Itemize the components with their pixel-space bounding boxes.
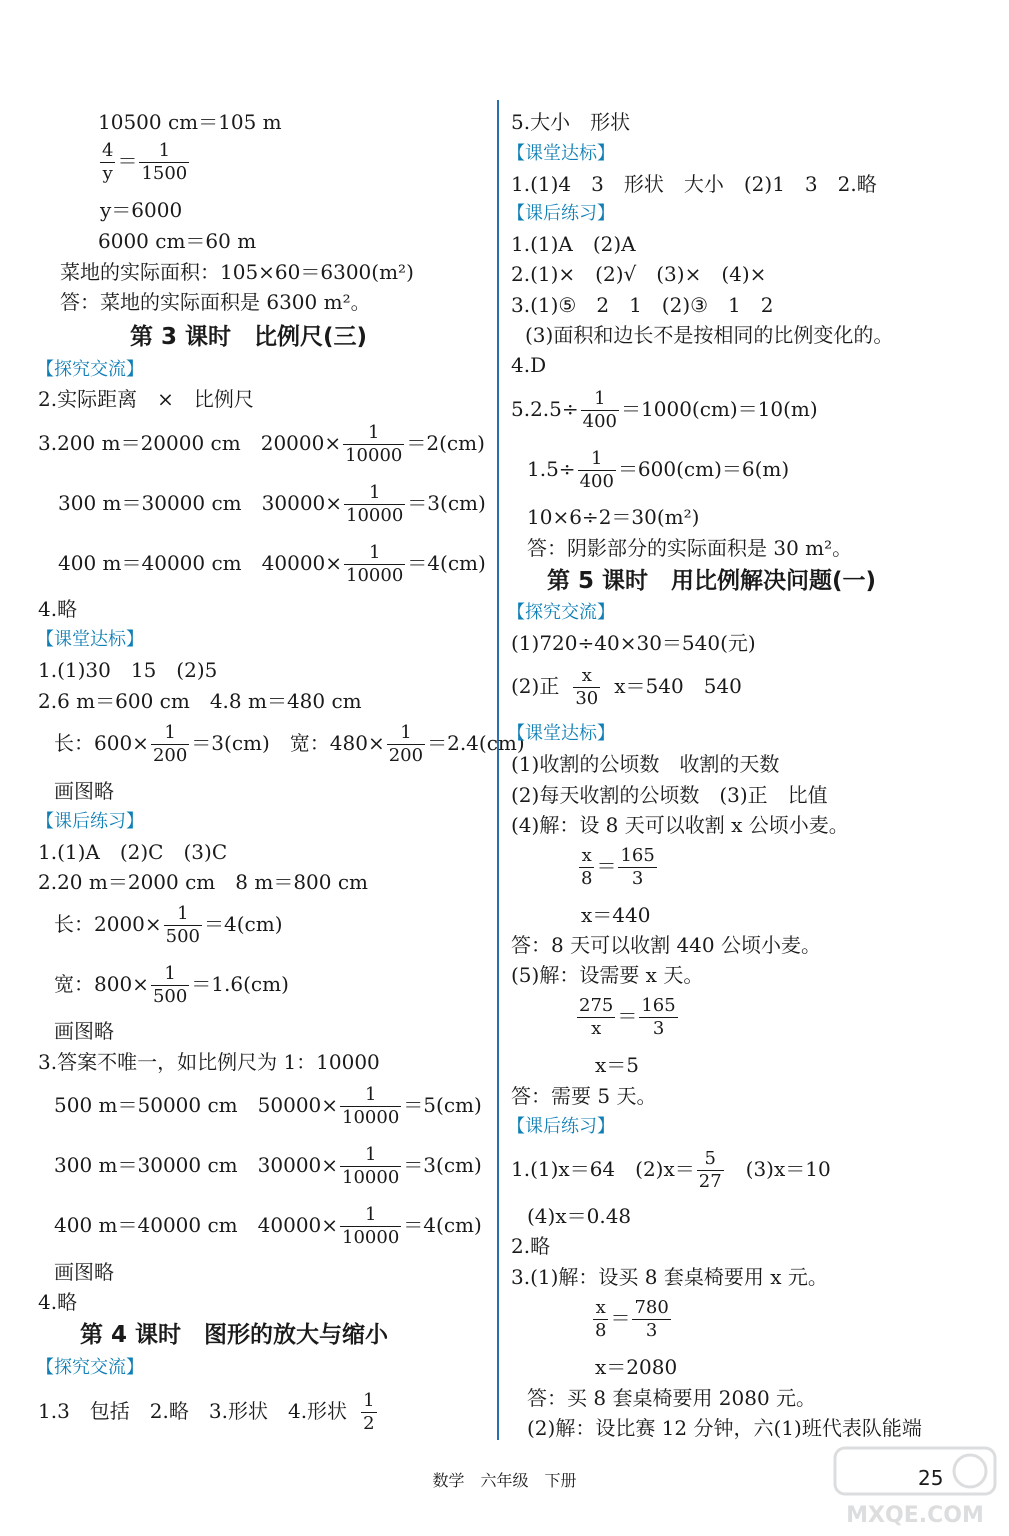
text-line: 4.略 [38,597,78,621]
text-line: 5.大小 形状 [511,110,631,134]
fraction: $\frac{1}{10000}$ [342,1084,400,1128]
section-tag: 【课后练习】 [507,203,615,224]
text-line: (3)面积和边长不是按相同的比例变化的。 [525,323,894,347]
fraction: $\frac{1}{2}$ [363,1390,375,1434]
equation-line: $\frac{275}{x}$ ＝ $\frac{165}{3}$ [579,995,676,1039]
text-line: 2.20 m＝2000 cm 8 m＝800 cm [38,870,369,894]
fraction: $\frac{1}{200}$ [152,722,188,766]
text-line: 答：阴影部分的实际面积是 30 m²。 [527,536,853,560]
section-heading: 第 5 课时 用比例解决问题(一) [547,568,877,594]
equation-line: $\frac{x}{8}$ ＝ $\frac{165}{3}$ [581,845,655,889]
footer-text: 数学 六年级 下册 [432,1471,577,1490]
equation-line: 400 m＝40000 cm 40000× $\frac{1}{10000}$ ＝4(cm) [54,1204,482,1248]
section-tag: 【课后练习】 [507,1116,615,1137]
text-line: (1)720÷40×30＝540(元) [511,631,756,655]
fraction: $\frac{780}{3}$ [634,1297,669,1341]
text-line: x＝440 [581,903,651,927]
text-line: 答：菜地的实际面积是 6300 m²。 [60,290,371,314]
fraction: $\frac{4}{y}$ [102,140,114,184]
text-line: 10×6÷2＝30(m²) [527,505,700,529]
section-heading: 第 3 课时 比例尺(三) [130,324,368,350]
fraction: $\frac{1}{10000}$ [342,1144,400,1188]
page-number: 25 [918,1466,944,1490]
fraction: $\frac{165}{3}$ [641,995,676,1039]
text-line: 2.略 [511,1234,551,1258]
text-line: 10500 cm＝105 m [98,110,282,134]
fraction: $\frac{1}{1500}$ [141,140,188,184]
text-line: 画图略 [54,779,114,803]
equation-line: 400 m＝40000 cm 40000× $\frac{1}{10000}$ ＝4(cm) [58,542,486,586]
equation-line: $\frac{4}{y}$ ＝ $\frac{1}{1500}$ [102,140,188,184]
text-line: x＝2080 [595,1355,678,1379]
equation-line: 长：600× $\frac{1}{200}$ ＝3(cm) 宽：480× $\frac{1}{200}$ ＝2.4(cm) [54,722,525,766]
text-line: (4)解：设 8 天可以收割 x 公顷小麦。 [511,813,849,837]
text-line: 画图略 [54,1019,114,1043]
fraction: $\frac{165}{3}$ [620,845,655,889]
fraction: $\frac{1}{200}$ [388,722,424,766]
equation-line: 300 m＝30000 cm 30000× $\frac{1}{10000}$ ＝3(cm) [54,1144,482,1188]
section-tag: 【课后练习】 [36,811,144,832]
fraction: $\frac{1}{400}$ [579,448,614,492]
fraction: $\frac{x}{30}$ [575,665,599,709]
equation-line: $\frac{x}{8}$ ＝ $\frac{780}{3}$ [595,1297,669,1341]
section-tag: 【课堂达标】 [36,629,144,650]
fraction: $\frac{1}{500}$ [165,903,201,947]
section-tag: 【探究交流】 [36,1357,144,1378]
text-line: (4)x＝0.48 [527,1204,632,1228]
section-tag: 【探究交流】 [36,359,144,380]
text-line: 6000 cm＝60 m [98,229,257,253]
fraction: $\frac{1}{500}$ [152,963,188,1007]
fraction: $\frac{1}{400}$ [582,388,618,432]
fraction: $\frac{1}{10000}$ [342,1204,400,1248]
right-column [505,0,1009,1536]
text-line: (2)每天收割的公顷数 (3)正 比值 [511,783,828,807]
equation-line: (2)正 $\frac{x}{30}$ x＝540 540 [511,665,742,709]
section-tag: 【课堂达标】 [507,723,615,744]
fraction: $\frac{275}{x}$ [579,995,614,1039]
text-line: (2)解：设比赛 12 分钟，六(1)班代表队能端 [527,1416,922,1440]
equation-line: 宽：800× $\frac{1}{500}$ ＝1.6(cm) [54,963,289,1007]
fraction: $\frac{5}{27}$ [698,1148,722,1192]
text-line: 1.(1)30 15 (2)5 [38,658,218,682]
text-line: 答：8 天可以收割 440 公顷小麦。 [511,933,821,957]
watermark-logo [830,1440,1000,1530]
fraction: $\frac{1}{10000}$ [345,422,403,466]
fraction: $\frac{1}{10000}$ [346,542,404,586]
watermark-text: MXQE.COM [846,1503,984,1528]
fraction: $\frac{1}{10000}$ [346,482,404,526]
section-tag: 【课堂达标】 [507,143,615,164]
text-line: y＝6000 [100,198,183,222]
equation-line: 3.200 m＝20000 cm 20000× $\frac{1}{10000}$ ＝2(cm) [38,422,485,466]
equation-line: 1.(1)x＝64 (2)x＝ $\frac{5}{27}$ (3)x＝10 [511,1148,831,1192]
section-heading: 第 4 课时 图形的放大与缩小 [80,1322,389,1348]
text-line: 4.D [511,353,547,377]
text-line: x＝5 [595,1053,640,1077]
text-line: 1.(1)4 3 形状 大小 (2)1 3 2.略 [511,172,877,196]
text-line: 答：买 8 套桌椅要用 2080 元。 [527,1386,817,1410]
text-line: 3.(1)⑤ 2 1 (2)③ 1 2 [511,293,774,317]
text-line: 答：需要 5 天。 [511,1084,657,1108]
text-line: 1.(1)A (2)C (3)C [38,840,228,864]
equation-line: 1.3 包括 2.略 3.形状 4.形状 $\frac{1}{2}$ [38,1390,375,1434]
section-tag: 【探究交流】 [507,602,615,623]
text-line: 4.略 [38,1290,78,1314]
text-line: 2.(1)× (2)√ (3)× (4)× [511,262,767,286]
text-line: 2.实际距离 × 比例尺 [38,387,254,411]
equation-line: 长：2000× $\frac{1}{500}$ ＝4(cm) [54,903,283,947]
text-line: (5)解：设需要 x 天。 [511,963,704,987]
text-line: 2.6 m＝600 cm 4.8 m＝480 cm [38,689,362,713]
text-line: (1)收割的公顷数 收割的天数 [511,752,780,776]
equation-line: 500 m＝50000 cm 50000× $\frac{1}{10000}$ ＝5(cm) [54,1084,482,1128]
text-line: 1.(1)A (2)A [511,232,636,256]
text-line: 3.(1)解：设买 8 套桌椅要用 x 元。 [511,1265,828,1289]
fraction: $\frac{x}{8}$ [595,1297,607,1341]
text-line: 3.答案不唯一，如比例尺为 1：10000 [38,1050,380,1074]
text-line: 菜地的实际面积：105×60＝6300(m²) [60,260,414,284]
fraction: $\frac{x}{8}$ [581,845,593,889]
equation-line: 300 m＝30000 cm 30000× $\frac{1}{10000}$ ＝3(cm) [58,482,486,526]
equation-line: 1.5÷ $\frac{1}{400}$ ＝600(cm)＝6(m) [527,448,790,492]
text-line: 画图略 [54,1260,114,1284]
equation-line: 5.2.5÷ $\frac{1}{400}$ ＝1000(cm)＝10(m) [511,388,818,432]
